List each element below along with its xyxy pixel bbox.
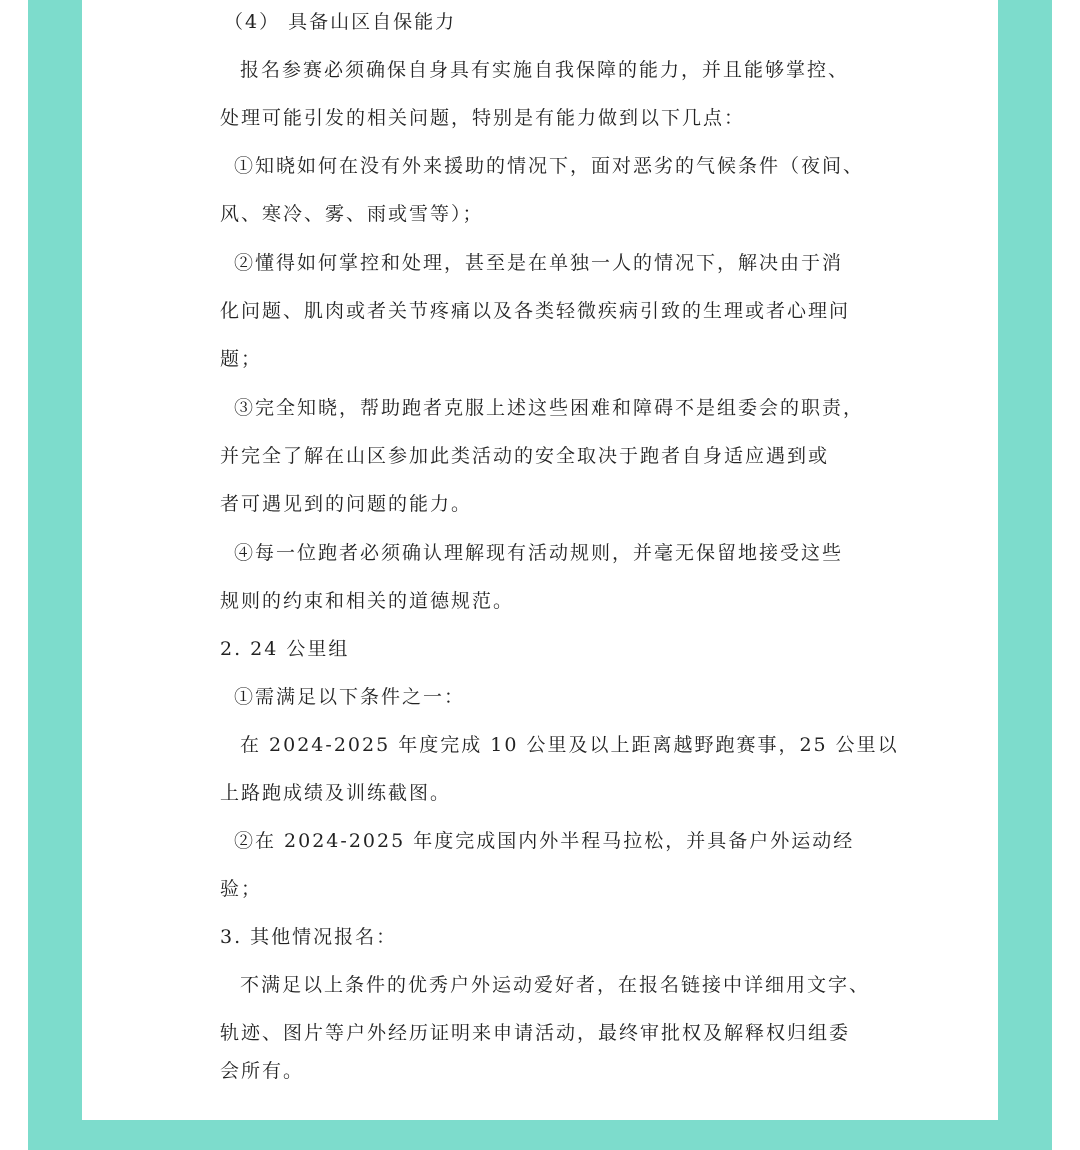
list-item-line: ②在 2024-2025 年度完成国内外半程马拉松，并具备户外运动经 xyxy=(234,830,855,852)
list-item-line: ④每一位跑者必须确认理解现有活动规则，并毫无保留地接受这些 xyxy=(234,542,844,564)
paragraph-line: 处理可能引发的相关问题，特别是有能力做到以下几点： xyxy=(220,107,746,129)
paragraph-line: 上路跑成绩及训练截图。 xyxy=(220,782,452,804)
list-item-line: ②懂得如何掌控和处理，甚至是在单独一人的情况下，解决由于消 xyxy=(234,252,844,274)
list-item-line: ①知晓如何在没有外来援助的情况下，面对恶劣的气候条件（夜间、 xyxy=(234,155,865,177)
paragraph-line: 会所有。 xyxy=(220,1060,305,1082)
section-heading-other: 3. 其他情况报名： xyxy=(220,926,398,948)
section-heading-24km: 2. 24 公里组 xyxy=(220,638,350,660)
paragraph-line: 不满足以上条件的优秀户外运动爱好者，在报名链接中详细用文字、 xyxy=(240,974,871,996)
list-item-line: ③完全知晓，帮助跑者克服上述这些困难和障碍不是组委会的职责， xyxy=(234,397,865,419)
list-item-line: 化问题、肌肉或者关节疼痛以及各类轻微疾病引致的生理或者心理问 xyxy=(220,300,851,322)
list-item-line: 题； xyxy=(220,348,263,370)
list-item-line: 规则的约束和相关的道德规范。 xyxy=(220,590,515,612)
list-item-line: 风、寒冷、雾、雨或雪等）； xyxy=(220,203,484,225)
list-item-line: ①需满足以下条件之一： xyxy=(234,686,466,708)
list-item-line: 并完全了解在山区参加此类活动的安全取决于跑者自身适应遇到或 xyxy=(220,445,830,467)
paragraph-line: 轨迹、图片等户外经历证明来申请活动，最终审批权及解释权归组委 xyxy=(220,1022,851,1044)
paragraph-line: 报名参赛必须确保自身具有实施自我保障的能力，并且能够掌控、 xyxy=(240,59,850,81)
paragraph-line: 在 2024-2025 年度完成 10 公里及以上距离越野跑赛事，25 公里以 xyxy=(240,734,899,756)
list-item-line: 者可遇见到的问题的能力。 xyxy=(220,493,473,515)
list-item-line: 验； xyxy=(220,878,263,900)
section-heading-self-protection: （4） 具备山区自保能力 xyxy=(224,11,457,33)
